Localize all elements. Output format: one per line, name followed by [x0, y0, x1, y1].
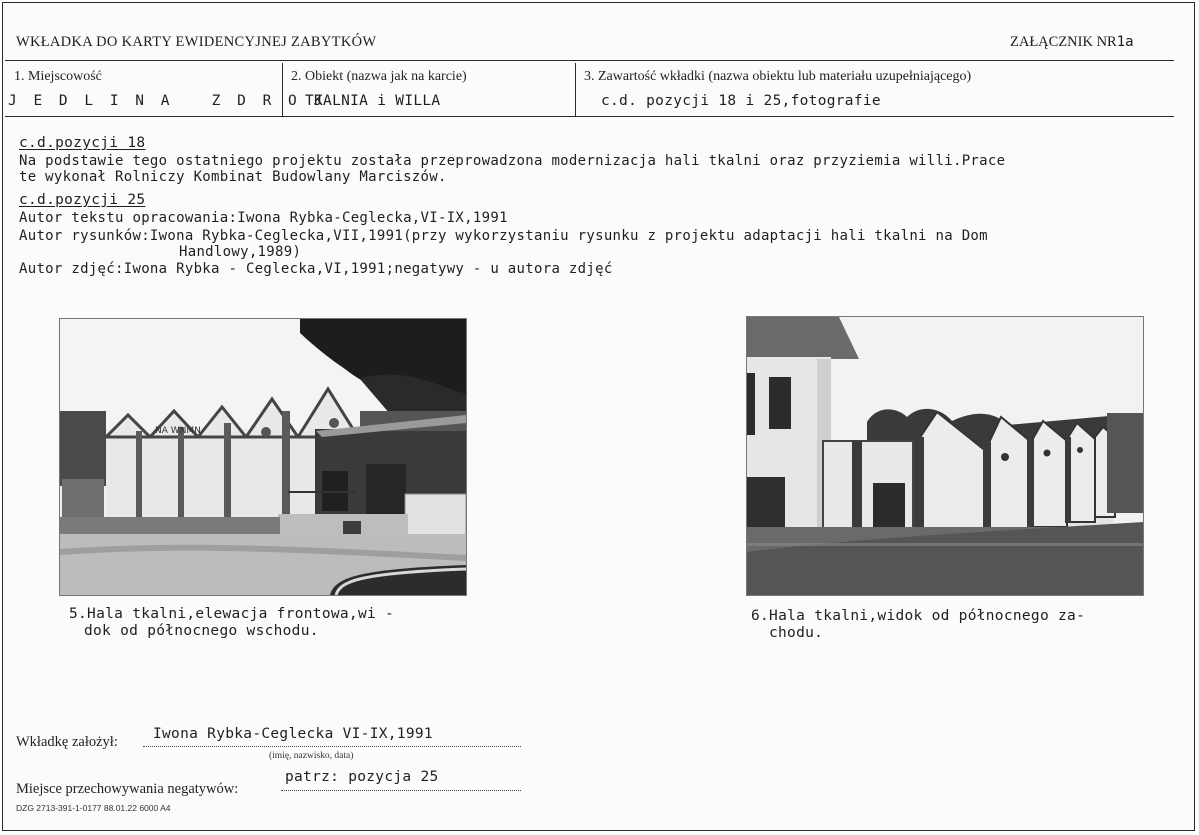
- field-locality-label: 1. Miejscowość: [14, 69, 102, 84]
- print-code: DZG 2713-391-1-0177 88.01.22 6000 A4: [16, 803, 171, 813]
- footer-author-hint: (imię, nazwisko, data): [269, 751, 354, 761]
- footer-author-value: Iwona Rybka-Ceglecka VI-IX,1991: [153, 726, 433, 742]
- field-divider-2: [575, 63, 576, 117]
- photo-5-weaving-hall-front: [59, 318, 467, 596]
- attachment-text: ZAŁĄCZNIK NR: [1010, 34, 1117, 50]
- footer-storage-label: Miejsce przechowywania negatywów:: [16, 781, 239, 797]
- section-heading-18: c.d.pozycji 18: [19, 135, 146, 151]
- field-content-value: c.d. pozycji 18 i 25,fotografie: [601, 93, 881, 109]
- header-rule-bottom: [5, 116, 1174, 117]
- body-line-author-photos: Autor zdjęć:Iwona Rybka - Ceglecka,VI,1991;negatywy - u autora zdjęć: [19, 261, 613, 277]
- attachment-number: 1a: [1116, 34, 1134, 50]
- field-object-label: 2. Obiekt (nazwa jak na karcie): [291, 69, 467, 84]
- photo-5-caption-line-1: 5.Hala tkalni,elewacja frontowa,wi -: [69, 606, 395, 622]
- photo-6-caption-line-2: chodu.: [769, 625, 824, 641]
- footer-storage-value: patrz: pozycja 25: [285, 769, 439, 785]
- body-line-author-drawings-cont: Handlowy,1989): [179, 244, 302, 260]
- field-object-value: TKALNIA i WILLA: [305, 93, 441, 109]
- header-rule-top: [5, 60, 1174, 61]
- body-line-2: te wykonał Rolniczy Kombinat Budowlany Marciszów.: [19, 169, 447, 185]
- body-line-author-drawings: Autor rysunków:Iwona Rybka-Ceglecka,VII,1991(przy wykorzystaniu rysunku z projektu adaptacji hali tkalni na Dom: [19, 228, 988, 244]
- photo-6-caption-line-1: 6.Hala tkalni,widok od północnego za-: [751, 608, 1086, 624]
- form-title: WKŁADKA DO KARTY EWIDENCYJNEJ ZABYTKÓW: [16, 34, 377, 50]
- photo-6-weaving-hall-northwest: [746, 316, 1144, 596]
- photo-5-caption-line-2: dok od północnego wschodu.: [84, 623, 319, 639]
- field-locality-value: J E D L I N A Z D R O J: [8, 93, 327, 109]
- attachment-label: [1010, 34, 1134, 51]
- footer-author-line: [143, 746, 521, 747]
- svg-text:NA WNMN: NA WNMN: [155, 426, 201, 436]
- inventory-card-insert: [2, 2, 1195, 831]
- body-line-1: Na podstawie tego ostatniego projektu została przeprowadzona modernizacja hali tkalni oraz przyziemia willi.Prace: [19, 153, 1006, 169]
- body-line-author-text: Autor tekstu opracowania:Iwona Rybka-Ceglecka,VI-IX,1991: [19, 210, 508, 226]
- footer-storage-line: [281, 790, 521, 791]
- footer-author-label: Wkładkę założył:: [16, 734, 118, 750]
- field-content-label: 3. Zawartość wkładki (nazwa obiektu lub materiału uzupełniającego): [584, 69, 972, 84]
- section-heading-25: c.d.pozycji 25: [19, 192, 146, 208]
